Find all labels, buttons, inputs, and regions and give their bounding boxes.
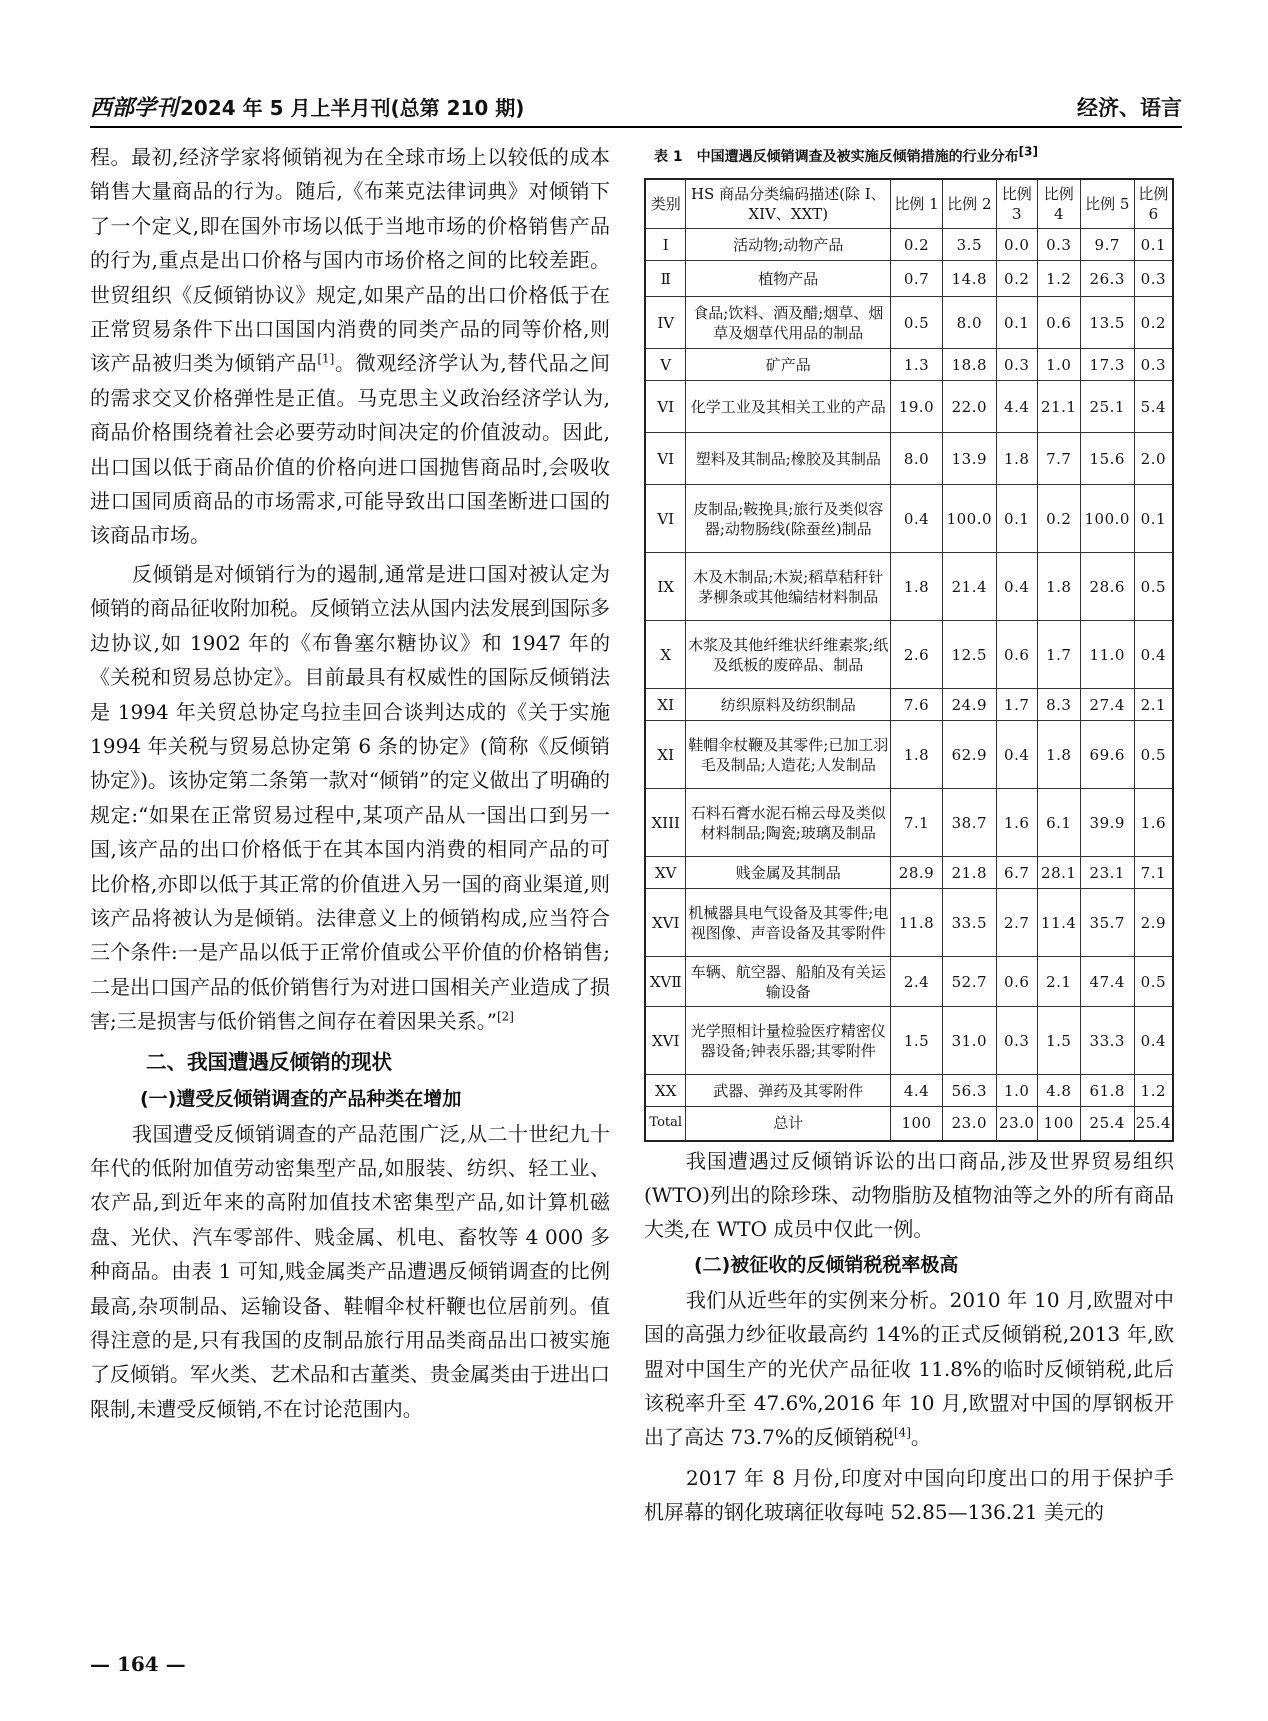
value-cell: 0.5	[891, 297, 943, 349]
value-cell: 5.4	[1134, 381, 1173, 433]
table-row	[645, 381, 1173, 433]
paragraph-india: 2017 年 8 月份,印度对中国向印度出口的用于保护手机屏幕的钢化玻璃征收每吨 52.85—136.21 美元的	[644, 1465, 1174, 1525]
header-section: 经济、语言	[1077, 96, 1182, 120]
paragraph-antidumping: 反倾销是对倾销行为的遏制,通常是进口国对被认定为倾销的商品征收附加税。反倾销立法从国内法发展到国际多边协议,如 1902 年的《布鲁塞尔糖协议》和 1947 年的《关税和贸易总协定》。目前最具有权威性的国际反倾销法是 1994 年关贸总协定乌拉圭回合谈判达成的《关于实施 1994 年关税与贸易总协定第 6 条的协定》(简称《反倾销协定》)。该协定第二条第一款对“倾销”的定义做出了明确的规定:“如果在正常贸易过程中,某项产品从一国出口到另一国,该产品的出口价格低于在其本国内消费的相同产品的可比价格,亦即以低于其正常的价值进入另一国的商业渠道,则该产品将被认为是倾销。法律意义上的倾销构成,应当符合三个条件:一是产品以低于正常价值或公平价值的价格销售;二是出口国产品的低价销售行为对进口国相关产业造成了损害;三是损害与低价销售之间存在着因果关系。”[2]	[90, 561, 610, 1034]
value-cell: 61.8	[1080, 1075, 1134, 1107]
value-cell: 1.5	[891, 1007, 943, 1075]
value-cell: 1.0	[996, 1075, 1037, 1107]
description-cell: 植物产品	[686, 261, 891, 297]
table-header-row	[645, 179, 1173, 229]
category-cell: XVⅡ	[645, 957, 686, 1007]
value-cell: 0.5	[1134, 957, 1173, 1007]
paragraph-product-range: 我国遭受反倾销调查的产品范围广泛,从二十世纪九十年代的低附加值劳动密集型产品,如服装、纺织、轻工业、农产品,到近年来的高附加值技术密集型产品,如计算机磁盘、光伏、汽车零部件、贱金属、机电、畜牧等 4 000 多种商品。由表 1 可知,贱金属类产品遭遇反倾销调查的比例最高,杂项制品、运输设备、鞋帽伞杖杆鞭也位居前列。值得注意的是,只有我国的皮制品旅行用品类商品出口被实施了反倾销。军火类、艺术品和古董类、贵金属类由于进出口限制,未遭受反倾销,不在讨论范围内。	[90, 1121, 610, 1421]
value-cell: 1.6	[1134, 789, 1173, 857]
value-cell: 22.0	[942, 381, 996, 433]
category-cell: XIII	[645, 789, 686, 857]
description-cell: 活动物;动物产品	[686, 229, 891, 261]
value-cell: 0.4	[1134, 621, 1173, 689]
header-cell: 比例 2	[942, 179, 996, 229]
value-cell: 26.3	[1080, 261, 1134, 297]
table-row	[645, 349, 1173, 381]
value-cell: 0.2	[1037, 485, 1080, 553]
value-cell: 0.2	[1134, 297, 1173, 349]
description-cell: 木浆及其他纤维状纤维素浆;纸及纸板的废碎品、制品	[686, 621, 891, 689]
value-cell: 23.0	[942, 1107, 996, 1141]
value-cell: 4.4	[891, 1075, 943, 1107]
description-cell: 鞋帽伞杖鞭及其零件;已加工羽毛及制品;人造花;人发制品	[686, 721, 891, 789]
value-cell: 23.0	[996, 1107, 1037, 1141]
table-row	[645, 485, 1173, 553]
header-cell: 类别	[645, 179, 686, 229]
table-row	[645, 1107, 1173, 1141]
header-cell: 比例 4	[1037, 179, 1080, 229]
description-cell: 塑料及其制品;橡胶及其制品	[686, 433, 891, 485]
value-cell: 1.2	[1037, 261, 1080, 297]
value-cell: 0.5	[1134, 721, 1173, 789]
value-cell: 100	[891, 1107, 943, 1141]
value-cell: 6.1	[1037, 789, 1080, 857]
journal-logo: 西部学刊	[90, 95, 179, 121]
value-cell: 35.7	[1080, 889, 1134, 957]
page-header	[90, 86, 1182, 128]
value-cell: 56.3	[942, 1075, 996, 1107]
value-cell: 2.0	[1134, 433, 1173, 485]
value-cell: 27.4	[1080, 689, 1134, 721]
value-cell: 1.5	[1037, 1007, 1080, 1075]
value-cell: 13.5	[1080, 297, 1134, 349]
value-cell: 19.0	[891, 381, 943, 433]
paragraph-tax-rates: 我们从近些年的实例来分析。2010 年 10 月,欧盟对中国的高强力纱征收最高约 14%的正式反倾销税,2013 年,欧盟对中国生产的光伏产品征收 11.8%的临时反倾销税,此后该税率升至 47.6%,2016 年 10 月,欧盟对中国的厚钢板开出了高达 73.7%的反倾销税[4]。	[644, 1287, 1174, 1450]
table-row	[645, 789, 1173, 857]
left-column	[90, 140, 610, 1426]
right-column	[644, 140, 1174, 1530]
category-cell: XI	[645, 721, 686, 789]
value-cell: 21.1	[1037, 381, 1080, 433]
value-cell: 15.6	[1080, 433, 1134, 485]
table-row	[645, 689, 1173, 721]
description-cell: 石料石膏水泥石棉云母及类似材料制品;陶瓷;玻璃及制品	[686, 789, 891, 857]
value-cell: 1.7	[996, 689, 1037, 721]
value-cell: 4.4	[996, 381, 1037, 433]
citation-3: [3]	[1018, 144, 1038, 159]
value-cell: 25.1	[1080, 381, 1134, 433]
table-row	[645, 229, 1173, 261]
value-cell: 62.9	[942, 721, 996, 789]
subsection-title-2: (二)被征收的反倾销税税率极高	[694, 1253, 959, 1276]
description-cell: 武器、弹药及其零附件	[686, 1075, 891, 1107]
paragraph-dumping-definition: 程。最初,经济学家将倾销视为在全球市场上以较低的成本销售大量商品的行为。随后,《布莱克法律词典》对倾销下了一个定义,即在国外市场以低于当地市场的价格销售产品的行为,重点是出口价格与国内市场价格之间的比较差距。世贸组织《反倾销协议》规定,如果产品的出口价格低于在正常贸易条件下出口国国内消费的同类产品的同等价格,则该产品被归类为倾销产品[1]。微观经济学认为,替代品之间的需求交叉价格弹性是正值。马克思主义政治经济学认为,商品价格围绕着社会必要劳动时间决定的价值波动。因此,出口国以低于商品价值的价格向进口国抛售商品时,会吸收进口国同质商品的市场需求,可能导致出口国垄断进口国的该商品市场。	[90, 145, 611, 548]
value-cell: 11.4	[1037, 889, 1080, 957]
value-cell: 25.4	[1080, 1107, 1134, 1141]
value-cell: 9.7	[1080, 229, 1134, 261]
description-cell: 木及木制品;木炭;稻草秸秆针茅柳条或其他编结材料制品	[686, 553, 891, 621]
citation-4: [4]	[893, 1425, 911, 1440]
value-cell: 11.0	[1080, 621, 1134, 689]
value-cell: 7.6	[891, 689, 943, 721]
table-caption	[644, 140, 1174, 178]
value-cell: 0.4	[891, 485, 943, 553]
category-cell: I	[645, 229, 686, 261]
value-cell: 0.0	[996, 229, 1037, 261]
value-cell: 13.9	[942, 433, 996, 485]
category-cell: XX	[645, 1075, 686, 1107]
table-row	[645, 857, 1173, 889]
issue-info: 2024 年 5 月上半月刊(总第 210 期)	[180, 96, 525, 120]
value-cell: 12.5	[942, 621, 996, 689]
value-cell: 8.0	[891, 433, 943, 485]
table-row	[645, 889, 1173, 957]
value-cell: 100.0	[942, 485, 996, 553]
category-cell: XI	[645, 689, 686, 721]
description-cell: 纺织原料及纺织制品	[686, 689, 891, 721]
value-cell: 1.8	[996, 433, 1037, 485]
category-cell: Total	[645, 1107, 686, 1141]
value-cell: 8.3	[1037, 689, 1080, 721]
category-cell: VI	[645, 433, 686, 485]
header-cell: HS 商品分类编码描述(除 I、XIV、XXT)	[686, 179, 891, 229]
category-cell: XVI	[645, 1007, 686, 1075]
value-cell: 1.7	[1037, 621, 1080, 689]
table-row	[645, 297, 1173, 349]
value-cell: 100	[1037, 1107, 1080, 1141]
value-cell: 24.9	[942, 689, 996, 721]
section-title: 二、我国遭遇反倾销的现状	[146, 1049, 392, 1074]
header-journal-issue	[90, 91, 524, 126]
value-cell: 0.3	[996, 349, 1037, 381]
description-cell: 食品;饮料、酒及醋;烟草、烟草及烟草代用品的制品	[686, 297, 891, 349]
value-cell: 17.3	[1080, 349, 1134, 381]
description-cell: 贱金属及其制品	[686, 857, 891, 889]
table-title: 中国遭遇反倾销调查及被实施反倾销措施的行业分布	[696, 149, 1019, 165]
value-cell: 21.8	[942, 857, 996, 889]
subsection-title-1: (一)遭受反倾销调查的产品种类在增加	[140, 1087, 462, 1110]
value-cell: 0.3	[1134, 349, 1173, 381]
value-cell: 0.4	[996, 721, 1037, 789]
value-cell: 0.4	[1134, 1007, 1173, 1075]
value-cell: 2.1	[1134, 689, 1173, 721]
description-cell: 皮制品;鞍挽具;旅行及类似容器;动物肠线(除蚕丝)制品	[686, 485, 891, 553]
value-cell: 52.7	[942, 957, 996, 1007]
value-cell: 38.7	[942, 789, 996, 857]
value-cell: 28.1	[1037, 857, 1080, 889]
table-row	[645, 621, 1173, 689]
category-cell: VI	[645, 381, 686, 433]
table-row	[645, 721, 1173, 789]
value-cell: 6.7	[996, 857, 1037, 889]
value-cell: 1.8	[891, 553, 943, 621]
category-cell: IX	[645, 553, 686, 621]
value-cell: 0.3	[1134, 261, 1173, 297]
table-row	[645, 1075, 1173, 1107]
value-cell: 0.4	[996, 553, 1037, 621]
value-cell: 1.2	[1134, 1075, 1173, 1107]
value-cell: 8.0	[942, 297, 996, 349]
value-cell: 0.6	[996, 957, 1037, 1007]
category-cell: IV	[645, 297, 686, 349]
citation-1: [1]	[317, 351, 335, 366]
value-cell: 7.1	[1134, 857, 1173, 889]
table-row	[645, 433, 1173, 485]
value-cell: 21.4	[942, 553, 996, 621]
value-cell: 0.1	[1134, 229, 1173, 261]
page-number: — 164 —	[90, 1652, 186, 1676]
value-cell: 33.3	[1080, 1007, 1134, 1075]
value-cell: 1.0	[1037, 349, 1080, 381]
table-row	[645, 261, 1173, 297]
value-cell: 28.6	[1080, 553, 1134, 621]
table-row	[645, 957, 1173, 1007]
table-body	[645, 229, 1173, 1141]
value-cell: 3.5	[942, 229, 996, 261]
category-cell: Ⅱ	[645, 261, 686, 297]
value-cell: 2.9	[1134, 889, 1173, 957]
paragraph-wto: 我国遭遇过反倾销诉讼的出口商品,涉及世界贸易组织(WTO)列出的除珍珠、动物脂肪及植物油等之外的所有商品大类,在 WTO 成员中仅此一例。	[644, 1148, 1174, 1242]
value-cell: 39.9	[1080, 789, 1134, 857]
table-row	[645, 1007, 1173, 1075]
description-cell: 车辆、航空器、船舶及有关运输设备	[686, 957, 891, 1007]
value-cell: 2.7	[996, 889, 1037, 957]
category-cell: X	[645, 621, 686, 689]
value-cell: 0.2	[891, 229, 943, 261]
table-label: 表 1	[654, 149, 683, 165]
header-cell: 比例 6	[1134, 179, 1173, 229]
description-cell: 化学工业及其相关工业的产品	[686, 381, 891, 433]
citation-2: [2]	[496, 1009, 514, 1024]
header-cell: 比例 1	[891, 179, 943, 229]
value-cell: 7.1	[891, 789, 943, 857]
value-cell: 33.5	[942, 889, 996, 957]
description-cell: 总计	[686, 1107, 891, 1141]
value-cell: 2.1	[1037, 957, 1080, 1007]
value-cell: 23.1	[1080, 857, 1134, 889]
value-cell: 0.1	[996, 485, 1037, 553]
value-cell: 2.4	[891, 957, 943, 1007]
description-cell: 机械器具电气设备及其零件;电视图像、声音设备及其零附件	[686, 889, 891, 957]
value-cell: 1.6	[996, 789, 1037, 857]
description-cell: 光学照相计量检验医疗精密仪器设备;钟表乐器;其零附件	[686, 1007, 891, 1075]
value-cell: 4.8	[1037, 1075, 1080, 1107]
value-cell: 18.8	[942, 349, 996, 381]
category-cell: VI	[645, 485, 686, 553]
value-cell: 1.8	[1037, 553, 1080, 621]
value-cell: 0.3	[1037, 229, 1080, 261]
value-cell: 47.4	[1080, 957, 1134, 1007]
category-cell: V	[645, 349, 686, 381]
value-cell: 100.0	[1080, 485, 1134, 553]
value-cell: 0.6	[996, 621, 1037, 689]
value-cell: 0.1	[1134, 485, 1173, 553]
value-cell: 69.6	[1080, 721, 1134, 789]
value-cell: 28.9	[891, 857, 943, 889]
header-cell: 比例 3	[996, 179, 1037, 229]
value-cell: 31.0	[942, 1007, 996, 1075]
value-cell: 0.6	[1037, 297, 1080, 349]
value-cell: 25.4	[1134, 1107, 1173, 1141]
value-cell: 7.7	[1037, 433, 1080, 485]
value-cell: 1.3	[891, 349, 943, 381]
industry-distribution-table	[644, 178, 1174, 1142]
value-cell: 11.8	[891, 889, 943, 957]
value-cell: 2.6	[891, 621, 943, 689]
value-cell: 14.8	[942, 261, 996, 297]
value-cell: 0.2	[996, 261, 1037, 297]
category-cell: XVI	[645, 889, 686, 957]
value-cell: 0.7	[891, 261, 943, 297]
header-cell: 比例 5	[1080, 179, 1134, 229]
category-cell: XV	[645, 857, 686, 889]
value-cell: 0.5	[1134, 553, 1173, 621]
value-cell: 1.8	[891, 721, 943, 789]
description-cell: 矿产品	[686, 349, 891, 381]
value-cell: 1.8	[1037, 721, 1080, 789]
value-cell: 0.1	[996, 297, 1037, 349]
table-row	[645, 553, 1173, 621]
value-cell: 0.3	[996, 1007, 1037, 1075]
